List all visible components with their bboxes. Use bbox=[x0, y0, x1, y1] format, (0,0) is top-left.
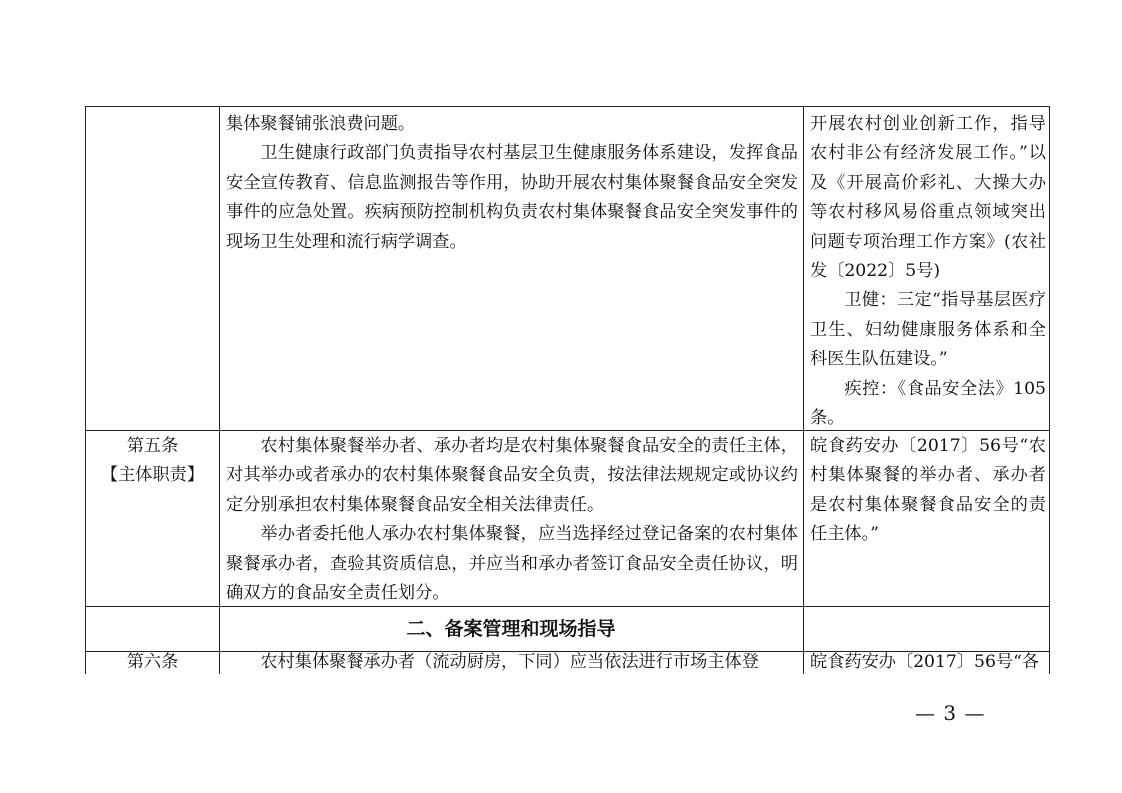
row2-paragraph-2: 举办者委托他人承办农村集体聚餐，应当选择经过登记备案的农村集体聚餐承办者，查验其资质信息，并应当和承办者签订食品安全责任协议，明确双方的食品安全责任划分。 bbox=[226, 524, 798, 604]
row1-basis-cell bbox=[810, 110, 1046, 433]
row1-basis-paragraph-1: 开展农村创业创新工作，指导农村非公有经济发展工作。”以及《开展高价彩礼、大操大办等农村移风易俗重点领域突出问题专项治理工作方案》(农社发〔2022〕5号) bbox=[810, 114, 1046, 282]
article-5-number: 第五条 bbox=[126, 436, 179, 456]
row1-paragraph-1: 集体聚餐铺张浪费问题。 bbox=[226, 114, 416, 134]
column-divider-2 bbox=[803, 107, 804, 674]
row2-paragraph-1: 农村集体聚餐举办者、承办者均是农村集体聚餐食品安全的责任主体，对其举办或者承办的农村集体聚餐食品安全负责，按法律法规规定或协议约定分别承担农村集体聚餐食品安全相关法律责任。 bbox=[226, 436, 798, 515]
article-6-number: 第六条 bbox=[126, 652, 179, 672]
row1-basis-paragraph-3: 疾控：《食品安全法》105条。 bbox=[810, 378, 1046, 429]
row4-basis-paragraph: 皖食药安办〔2017〕56号“各 bbox=[810, 652, 1040, 672]
article-5-title: 【主体职责】 bbox=[100, 465, 205, 486]
row1-basis-paragraph-2: 卫健：三定“指导基层医疗卫生、妇幼健康服务体系和全科医生队伍建设。” bbox=[810, 290, 1046, 370]
row4-content-cell bbox=[226, 648, 798, 677]
row4-basis-cell bbox=[810, 648, 1046, 677]
row2-basis-paragraph: 皖食药安办〔2017〕56号“农村集体聚餐的举办者、承办者是农村集体聚餐食品安全的责任主体。” bbox=[810, 436, 1046, 545]
column-divider-1 bbox=[219, 107, 220, 674]
row1-paragraph-2: 卫生健康行政部门负责指导农村基层卫生健康服务体系建设，发挥食品安全宣传教育、信息监测报告等作用，协助开展农村集体聚餐食品安全突发事件的应急处置。疾病预防控制机构负责农村集体聚餐食品安全突发事件的现场卫生处理和流行病学调查。 bbox=[226, 143, 798, 252]
regulation-table bbox=[85, 106, 1050, 674]
row2-article-cell bbox=[86, 432, 219, 491]
row2-basis-cell bbox=[810, 432, 1046, 550]
row2-content-cell bbox=[226, 432, 798, 608]
row4-paragraph-1: 农村集体聚餐承办者（流动厨房，下同）应当依法进行市场主体登 bbox=[260, 652, 759, 672]
row4-article-cell bbox=[86, 648, 219, 677]
row1-content-cell bbox=[226, 110, 798, 257]
page-number: — 3 — bbox=[915, 701, 986, 725]
section-heading: 二、备案管理和现场指导 bbox=[406, 618, 616, 640]
